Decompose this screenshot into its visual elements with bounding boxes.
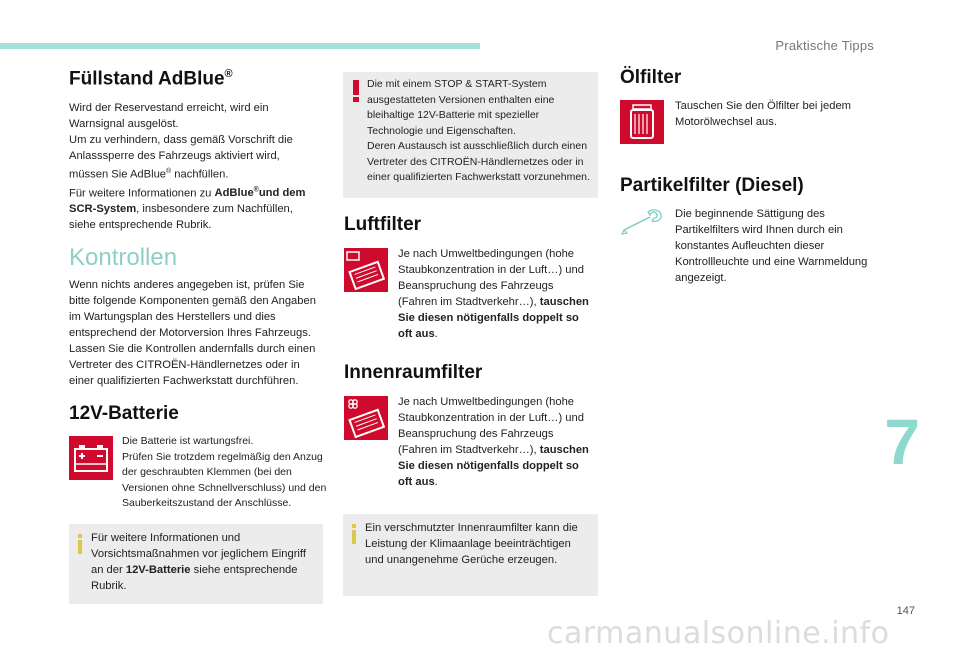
batterie-body: Die Batterie ist wartungsfrei. Prüfen Sie trotzdem regelmäßig den Anzug der geschraubten Klemmen (bei den Versionen ohne Schnellverschluss) und den Sauberkeitszustand der Anschlüsse. [122,435,327,509]
wrench-icon [620,208,666,236]
air-filter-icon [344,248,388,292]
partikelfilter-body: Die beginnende Sättigung des Partikelfilters wird Ihnen durch ein konstantes Aufleuchten dieser Kontrollleuchte und eine Warnmeldung angezeigt. [675,208,868,284]
oelfilter-heading: Ölfilter [620,67,682,88]
info-icon [78,534,82,554]
watermark: carmanualsonline.info [547,616,890,651]
info-icon [352,524,356,544]
adblue-heading: Füllstand AdBlue® [69,68,233,90]
innenraumfilter-body: Je nach Umweltbedingungen (hohe Staubkonzentration in der Luft…) und Beanspruchung des Fahrzeugs (Fahren im Stadtverkehr…), tauschen Sie diesen nötigenfalls doppelt so oft aus. [398,396,589,488]
innenraumfilter-info-box [343,514,598,596]
partikelfilter-heading: Partikelfilter (Diesel) [620,175,804,196]
batterie-info-box [69,524,323,604]
warning-text: Die mit einem STOP & START-System ausgestatteten Versionen enthalten eine bleihaltige 12V-Batterie mit spezieller Technologie und Eigenschaften. Deren Austausch ist ausschließlich durch einen Vertreter des CITROËN-Händlernetzes oder in einer qualifizierten Fachwerkstatt vorzunehmen. [367,78,590,183]
page-number: 147 [896,605,915,617]
kontrollen-body: Wenn nichts anderes angegeben ist, prüfen Sie bitte folgende Komponenten gemäß den Angaben im Wartungsplan des Herstellers und dies entsprechend der Motorversion Ihres Fahrzeugs. Lassen Sie die Kontrollen andernfalls durch einen Vertreter des CITROËN-Händlernetzes oder in einer qualifizierten Fachwerkstatt durchführen. [69,279,316,387]
luftfilter-heading: Luftfilter [344,214,422,235]
chapter-tab: 7 [884,406,920,478]
oelfilter-body: Tauschen Sie den Ölfilter bei jedem Motorölwechsel aus. [675,100,851,128]
battery-icon [69,436,113,480]
kontrollen-heading: Kontrollen [69,244,178,271]
batterie-info-text: Für weitere Informationen und Vorsichtsmaßnahmen vor jeglichem Eingriff an der 12V-Batterie siehe entsprechende Rubrik. [91,532,306,592]
cabin-filter-icon [344,396,388,440]
warning-box [343,72,598,198]
batterie-heading: 12V-Batterie [69,403,179,424]
warning-icon [353,80,359,102]
adblue-body: Wird der Reservestand erreicht, wird ein Warnsignal ausgelöst. Um zu verhindern, dass gemäß Vorschrift die Anlasssperre des Fahrzeugs aktiviert wird, müssen Sie AdBlue® nachfüllen. Für weitere Informationen zu AdBlue®und dem SCR-System, insbesondere zum Nachfüllen, siehe entsprechende Rubrik. [69,102,306,232]
section-title: Praktische Tipps [775,38,874,53]
header-accent-bar [0,43,480,49]
oil-filter-icon [620,100,664,144]
innenraumfilter-info-text: Ein verschmutzter Innenraumfilter kann die Leistung der Klimaanlage beeinträchtigen und unangenehme Gerüche erzeugen. [365,522,578,566]
innenraumfilter-heading: Innenraumfilter [344,362,483,383]
luftfilter-body: Je nach Umweltbedingungen (hohe Staubkonzentration in der Luft…) und Beanspruchung des Fahrzeugs (Fahren im Stadtverkehr…), tauschen Sie diesen nötigenfalls doppelt so oft aus. [398,248,589,340]
